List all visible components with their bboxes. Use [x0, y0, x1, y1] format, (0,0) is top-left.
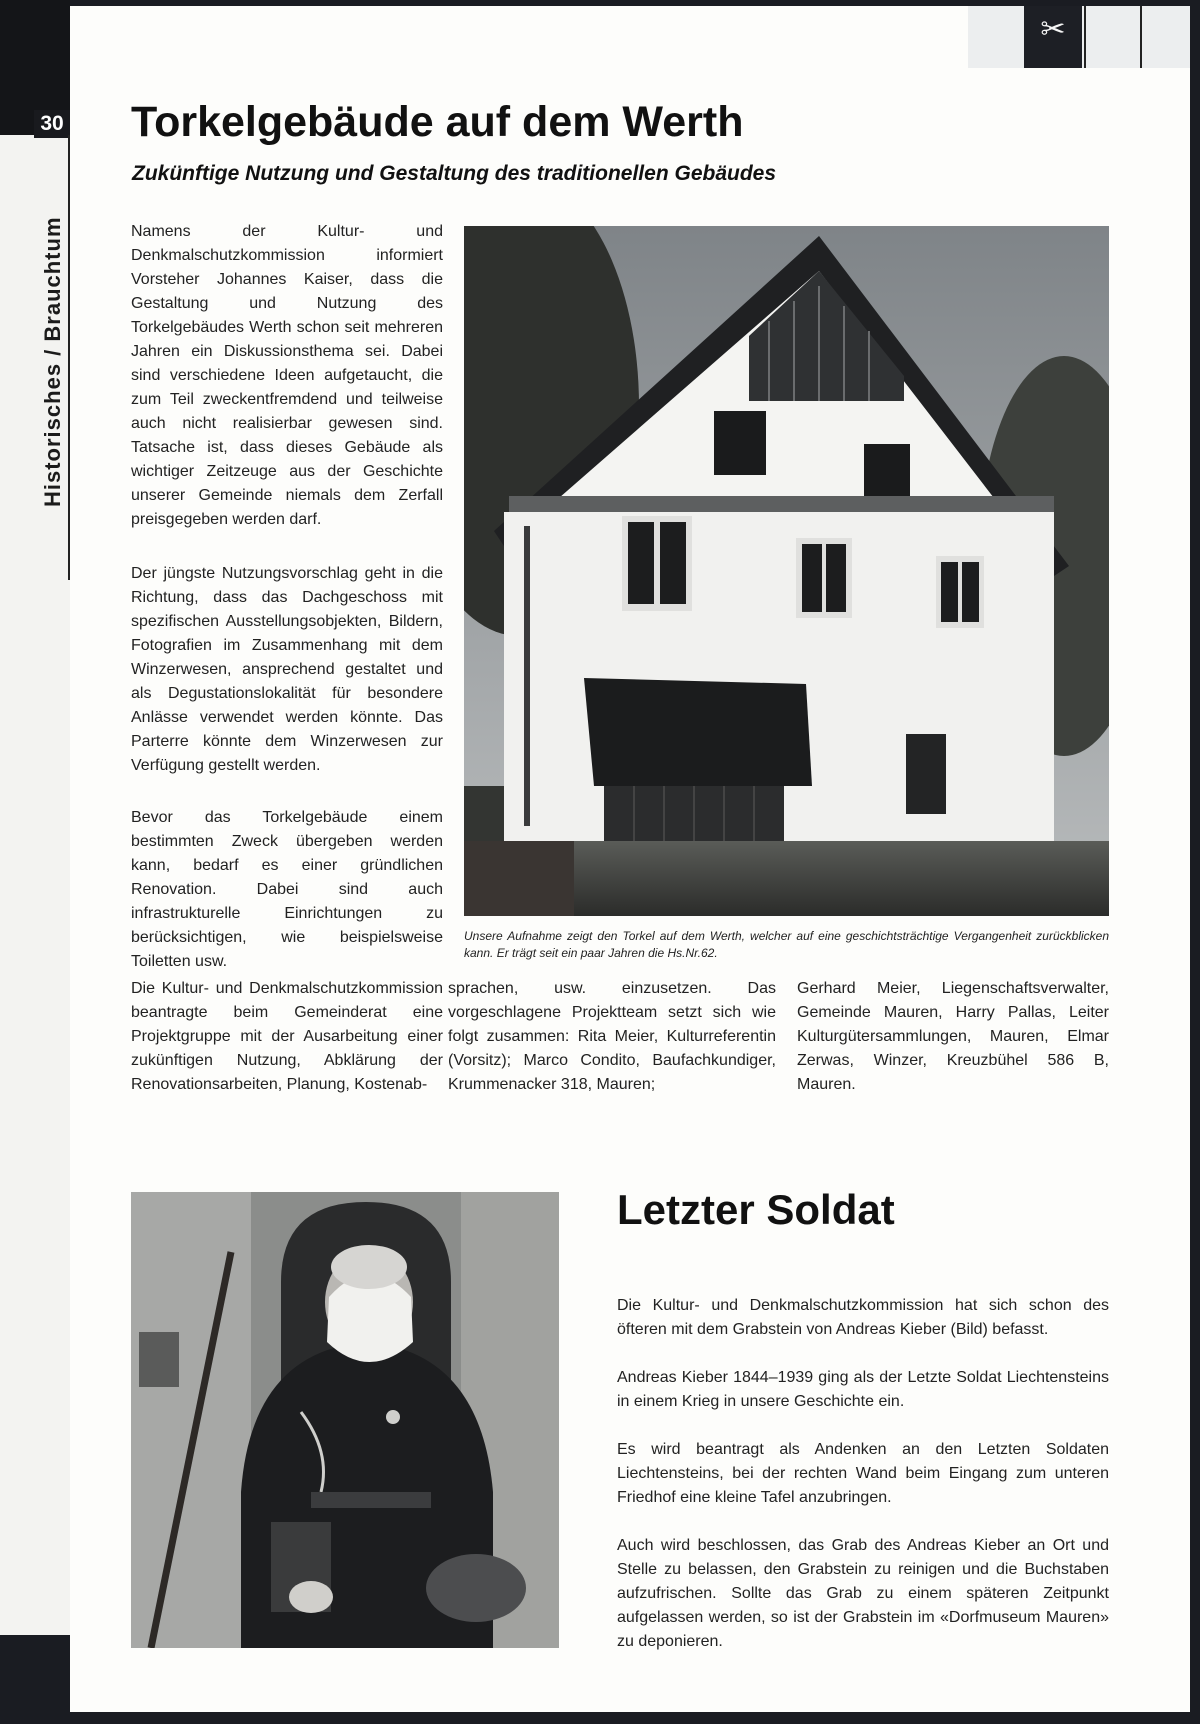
photo-caption: Unsere Aufnahme zeigt den Torkel auf dem Werth, welcher auf eine geschichtsträchtige Vergangenheit zurückblicken kann. Er trägt seit ein paar Jahren die Hs.Nr.62. — [464, 929, 1109, 960]
article-paragraph: Gerhard Meier, Liegenschaftsverwalter, Gemeinde Mauren, Harry Pallas, Leiter Kulturgütersammlungen, Mauren, Elmar Zerwas, Winzer, Kreuzbühel 586 B, Mauren. — [797, 980, 1109, 1093]
section-logo — [968, 6, 1190, 68]
article-paragraph: Es wird beantragt als Andenken an den Letzten Soldaten Liechtensteins, bei der rechten Wand beim Eingang zum unteren Friedhof eine kleine Tafel anzubringen. — [617, 1441, 1109, 1506]
torkel-building-photo — [464, 226, 1109, 916]
section-label: Historisches / Brauchtum — [40, 216, 65, 507]
soldier-portrait-illustration — [131, 1192, 559, 1648]
article-paragraph: Auch wird beschlossen, das Grab des Andreas Kieber an Ort und Stelle zu belassen, den Grabstein zu reinigen und die Buchstaben aufzufrischen. Sollte das Grab zu einem späteren Zeitpunkt aufgelassen werden, so ist der Grabstein im «Dorfmuseum Mauren» zu deponieren. — [617, 1537, 1109, 1650]
article-paragraph: Bevor das Torkelgebäude einem bestimmten Zweck übergeben werden kann, bedarf es einer gründlichen Renovation. Dabei sind auch infrastrukturelle Einrichtungen zu berücksichtigen, wie beispielsweise Toiletten usw. — [131, 809, 443, 970]
article-paragraph: Die Kultur- und Denkmalschutzkommission hat sich schon des öfteren mit dem Grabstein von Andreas Kieber (Bild) befasst. — [617, 1297, 1109, 1338]
article-paragraph: Die Kultur- und Denkmalschutzkommission beantragte beim Gemeinderat eine Projektgruppe mit der Ausarbeitung einer zukünftigen Nutzung, Abklärung der Renovationsarbeiten, Planung, Kostenab- — [131, 980, 443, 1093]
logo-divider — [1084, 6, 1086, 68]
article-title: Letzter Soldat — [617, 1186, 895, 1233]
soldier-portrait-photo — [131, 1192, 559, 1648]
scissors-icon: ✂ — [1040, 13, 1066, 46]
article-subtitle: Zukünftige Nutzung und Gestaltung des traditionellen Gebäudes — [132, 162, 777, 185]
article-paragraph: Der jüngste Nutzungsvorschlag geht in die Richtung, dass das Dachgeschoss mit spezifischen Ausstellungsobjekten, Bildern, Fotografien im Zusammenhang mit dem Winzerwesen, ansprechend gestaltet und als Degustationslokalität für besondere Anlässe verwendet werden könnte. Das Parterre könnte dem Winzerwesen zur Verfügung gestellt werden. — [131, 565, 443, 774]
logo-divider — [1140, 6, 1142, 68]
article-title: Torkelgebäude auf dem Werth — [131, 98, 744, 146]
article-paragraph: sprachen, usw. einzusetzen. Das vorgeschlagene Projektteam setzt sich wie folgt zusammen: Rita Meier, Kulturreferentin (Vorsitz); Marco Condito, Baufachkundiger, Krummenacker 318, Mauren; — [448, 980, 776, 1093]
article-paragraph: Namens der Kultur- und Denkmalschutzkommission informiert Vorsteher Johannes Kaiser, dass die Gestaltung und Nutzung des Torkelgebäudes Werth schon seit mehreren Jahren ein Diskussionsthema sei. Dabei sind verschiedene Ideen aufgetaucht, die zum Teil zweckentfremdend und teilweise auch nicht realisierbar gewesen sind. Tatsache ist, dass dieses Gebäude als wichtiger Zeitzeuge aus der Geschichte unserer Gemeinde niemals dem Zerfall preisgegeben werden darf. — [131, 223, 443, 528]
torkel-building-illustration — [464, 226, 1109, 916]
page-number: 30 — [34, 110, 70, 138]
article-paragraph: Andreas Kieber 1844–1939 ging als der Letzte Soldat Liechtensteins in einem Krieg in unsere Geschichte ein. — [617, 1369, 1109, 1410]
